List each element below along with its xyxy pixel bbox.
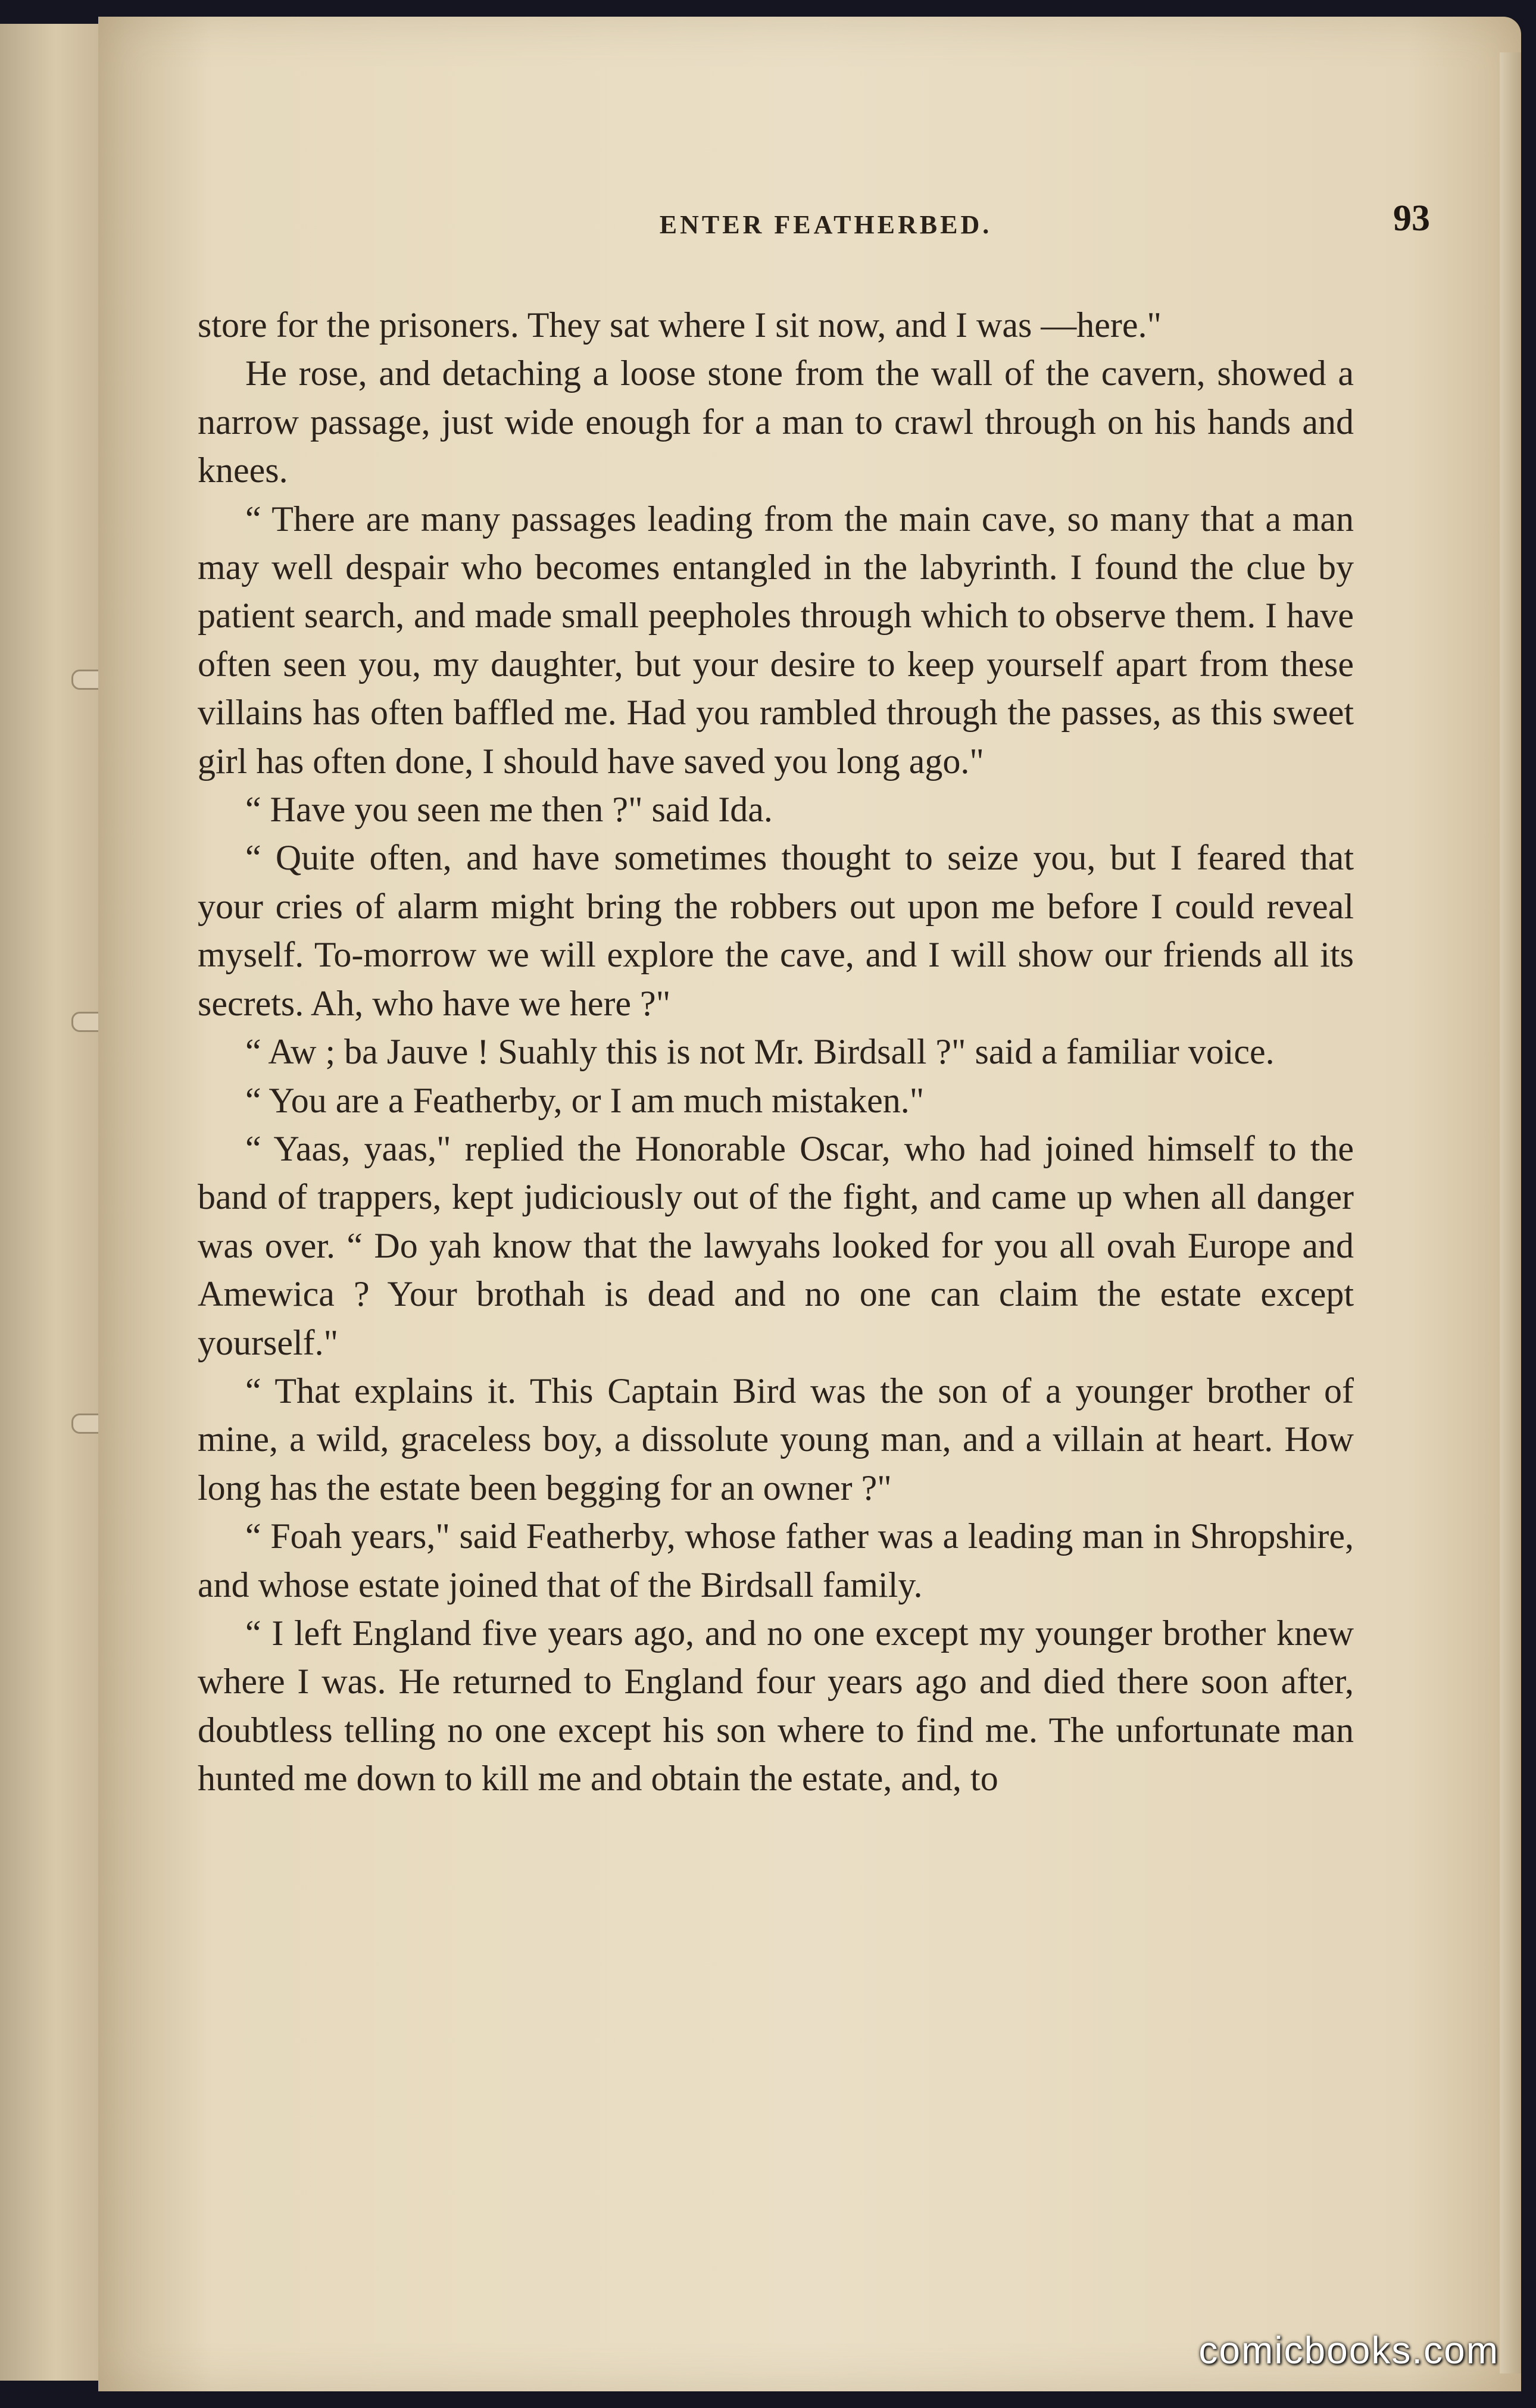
- paragraph: store for the prisoners. They sat where I sit now, and I was —here.": [198, 305, 1162, 345]
- paragraph: “ Have you seen me then ?" said Ida.: [245, 790, 773, 830]
- paragraph: “ Foah years," said Featherby, whose father was a leading man in Shropshire, and whose estate joined that of the Birdsall family.: [198, 1516, 1354, 1605]
- site-watermark: comicbooks.com: [1198, 2329, 1499, 2372]
- page-stack-edge: [1500, 52, 1521, 2373]
- paragraph: “ I left England five years ago, and no one except my younger brother knew where I was. He returned to England four years ago and died there soon after, doubtless telling no one except his son where to find me. The unfortunate man hunted me down to kill me and obtain the estate, and, to: [198, 1613, 1354, 1799]
- running-title: ENTER FEATHERBED.: [659, 210, 992, 239]
- running-head: [198, 198, 1454, 251]
- paragraph: He rose, and detaching a loose stone from the wall of the cavern, showed a narrow passage, just wide enough for a man to crawl through on his hands and knees.: [198, 354, 1354, 490]
- facing-page-edge: [0, 24, 105, 2381]
- book-page: [98, 17, 1521, 2391]
- paragraph: “ Yaas, yaas," replied the Honorable Oscar, who had joined himself to the band of trappers, kept judiciously out of the fight, and came up when all danger was over. “ Do yah know that the lawyahs looked for you all ovah Europe and Amewica ? Your brothah is dead and no one can claim the estate except yourself.": [198, 1128, 1354, 1362]
- page-number: 93: [1393, 198, 1430, 239]
- paragraph: “ Quite often, and have sometimes thought to seize you, but I feared that your cries of alarm might bring the robbers out upon me before I could reveal myself. To-morrow we will explore the cave, and I will show our friends all its secrets. Ah, who have we here ?": [198, 838, 1354, 1023]
- paragraph: “ You are a Featherby, or I am much mistaken.": [245, 1080, 925, 1120]
- paragraph: “ That explains it. This Captain Bird was the son of a younger brother of mine, a wild, graceless boy, a dissolute young man, and a villain at heart. How long has the estate been begging for an owner ?": [198, 1371, 1354, 1508]
- paragraph: “ Aw ; ba Jauve ! Suahly this is not Mr. Birdsall ?" said a familiar voice.: [245, 1032, 1275, 1072]
- paragraph: “ There are many passages leading from the main cave, so many that a man may well despair who becomes entangled in the labyrinth. I found the clue by patient search, and made small peepholes through which to observe them. I have often seen you, my daughter, but your desire to keep yourself apart from these villains has often baffled me. Had you rambled through the passes, as this sweet girl has often done, I should have saved you long ago.": [198, 499, 1354, 781]
- body-text: [198, 301, 1354, 1803]
